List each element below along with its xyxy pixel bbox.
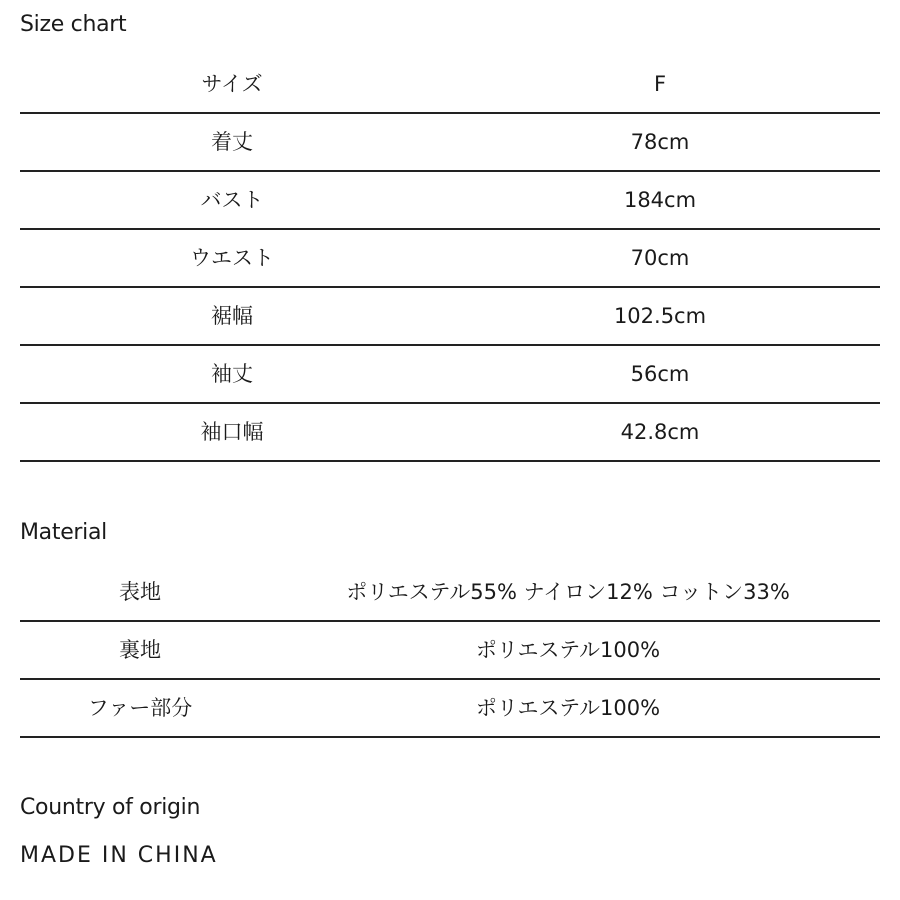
measure-label: バスト: [200, 188, 264, 212]
size-value: F: [653, 72, 667, 96]
table-row: [20, 288, 880, 346]
table-row: [20, 114, 880, 172]
material-value: ポリエステル100%: [475, 696, 661, 720]
table-row: [20, 172, 880, 230]
measure-label: ウエスト: [190, 246, 274, 270]
origin-heading: Country of origin: [20, 795, 201, 820]
material-label: 裏地: [119, 638, 161, 662]
size-label: サイズ: [201, 72, 263, 96]
table-row: [20, 346, 880, 404]
measure-label: 袖口幅: [200, 420, 264, 444]
material-value: ポリエステル55% ナイロン12% コットン33%: [346, 580, 790, 604]
measure-value: 56cm: [630, 362, 690, 386]
material-label: 表地: [119, 580, 161, 604]
material-row: [20, 680, 880, 738]
measure-value: 42.8cm: [620, 420, 700, 444]
material-heading: Material: [20, 520, 107, 545]
measure-value: 184cm: [623, 188, 697, 212]
measure-label: 着丈: [211, 130, 253, 154]
divider: [20, 736, 880, 738]
measure-label: 裾幅: [211, 304, 253, 328]
material-value: ポリエステル100%: [475, 638, 661, 662]
origin-value: MADE IN CHINA: [20, 843, 218, 868]
measure-value: 78cm: [630, 130, 690, 154]
table-row: [20, 404, 880, 462]
measure-value: 70cm: [630, 246, 690, 270]
material-row: [20, 564, 880, 622]
size-chart-heading: Size chart: [20, 12, 127, 37]
measure-value: 102.5cm: [613, 304, 707, 328]
material-label: ファー部分: [87, 696, 193, 720]
table-row: [20, 230, 880, 288]
divider: [20, 460, 880, 462]
size-header-row: [20, 56, 880, 114]
measure-label: 袖丈: [211, 362, 253, 386]
material-row: [20, 622, 880, 680]
